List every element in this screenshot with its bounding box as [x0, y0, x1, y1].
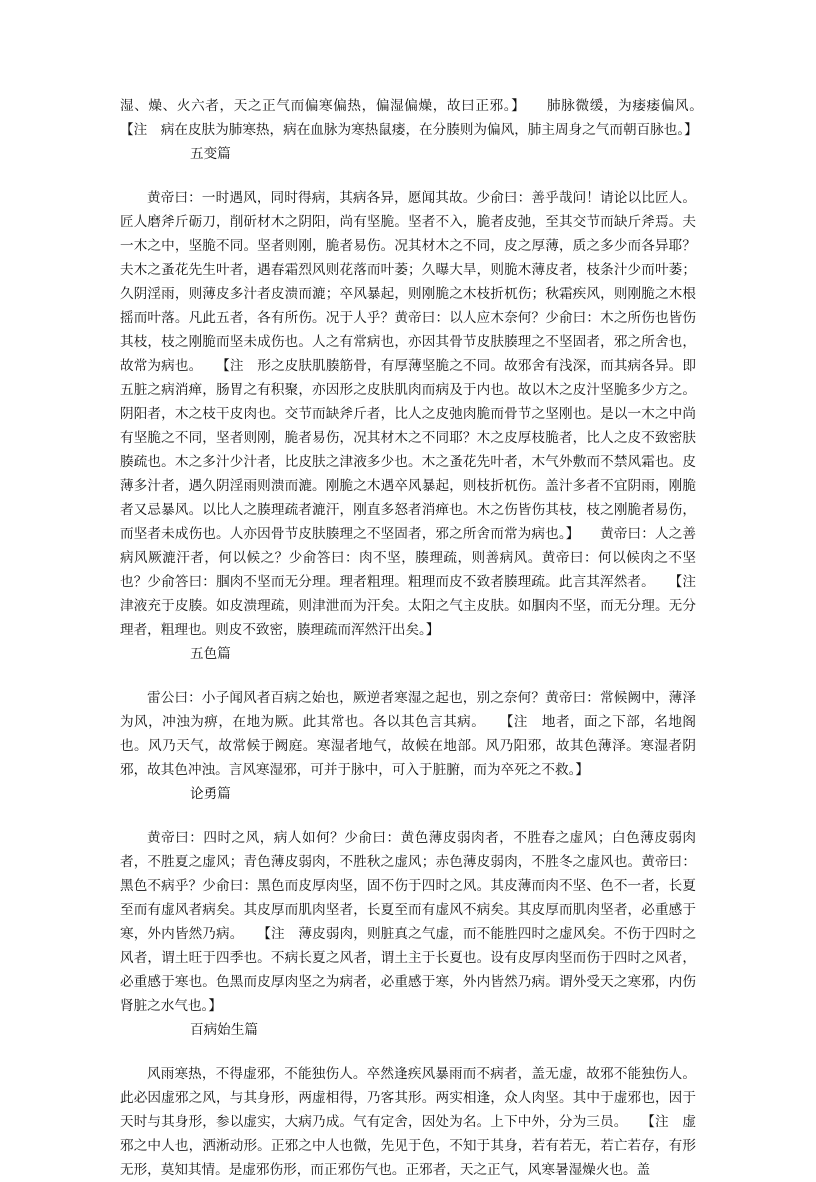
baibing-paragraph: 风雨寒热，不得虚邪，不能独伤人。卒然逢疾风暴雨而不病者，盖无虚，故邪不能独伤人。此必因虚邪之风，与其身形，两虚相得，乃客其形。两实相逢，众人肉坚。其中于虚邪也，因于天时与其身形，参以虚实，大病乃成。气有定舍，因处为名。上下中外，分为三员。 【注 虚邪之中人也，洒淅动形。正邪之中人也微，先见于色，不知于其身，若有若无，若亡若存，有形无形，莫知其情。是虚邪伤形，而正邪伤气也。正邪者，天之正气，风寒暑湿燥火也。盖 — [120, 1066, 696, 1178]
section-title-wubian: 五变篇 — [190, 146, 231, 162]
continued-paragraph: 湿、燥、火六者，天之正气而偏寒偏热，偏湿偏燥，故曰正邪。】 肺脉微缓，为痿痿偏风。 【注 病在皮肤为肺寒热，病在血脉为寒热鼠瘘，在分腠则为偏风，肺主周身之气而朝百脉也。】 — [120, 98, 710, 138]
wuse-paragraph: 雷公曰：小子闻风者百病之始也，厥逆者寒湿之起也，别之奈何？黄帝曰：常候阙中，薄泽为风，冲浊为痹，在地为厥。此其常也。各以其色言其病。 【注 地者，面之下部，名地阁也。风乃天气，故常候于阙庭。寒湿者地气，故候在地部。风乃阳邪，故其色薄泽。寒湿者阴邪，故其色冲浊。言风寒湿邪，可并于脉中，可入于脏腑，而为卒死之不救。】 — [120, 690, 696, 778]
lunyong-paragraph: 黄帝曰：四时之风，病人如何？少俞曰：黄色薄皮弱肉者，不胜春之虚风；白色薄皮弱肉者，不胜夏之虚风；青色薄皮弱肉，不胜秋之虚风；赤色薄皮弱肉，不胜冬之虚风也。黄帝曰：黑色不病乎？少俞曰：黑色而皮厚肉坚，固不伤于四时之风。其皮薄而肉不坚、色不一者，长夏至而有虚风者病矣。其皮厚而肌肉坚者，长夏至而有虚风不病矣。其皮厚而肌肉坚者，必重感于寒，外内皆然乃病。 【注 薄皮弱肉，则脏真之气虚，而不能胜四时之虚风矣。不伤于四时之风者，谓土旺于四季也。不病长夏之风者，谓土主于长夏也。设有皮厚肉坚而伤于四时之风者，必重感于寒也。色黑而皮厚肉坚之为病者，必重感于寒，外内皆然乃病。谓外受天之寒邪，内伤肾脏之水气也。】 — [120, 830, 696, 1014]
section-title-baibing: 百病始生篇 — [190, 1022, 258, 1038]
section-title-wuse: 五色篇 — [190, 646, 231, 662]
wubian-paragraph: 黄帝曰：一时遇风，同时得病，其病各异，愿闻其故。少俞曰：善乎哉问！请论以比匠人。匠人磨斧斤砺刀，削斫材木之阴阳，尚有坚脆。坚者不入，脆者皮弛，至其交节而缺斤斧焉。夫一木之中，坚脆不同。坚者则刚，脆者易伤。况其材木之不同，皮之厚薄，质之多少而各异耶？夫木之蚤花先生叶者，遇春霜烈风则花落而叶萎；久曝大旱，则脆木薄皮者，枝条汁少而叶萎；久阴淫雨，则薄皮多汁者皮溃而漉；卒风暴起，则刚脆之木枝折杌伤；秋霜疾风，则刚脆之木根摇而叶落。凡此五者，各有所伤。况于人乎？黄帝曰：以人应木奈何？少俞曰：木之所伤也皆伤其枝，枝之刚脆而坚未成伤也。人之有常病也，亦因其骨节皮肤腠理之不坚固者，邪之所舍也，故常为病也。 【注 形之皮肤肌腠筋骨，有厚薄坚脆之不同。故邪舍有浅深，而其病各异。即五脏之病消瘅，肠胃之有积聚，亦因形之皮肤肌肉而病及于内也。故以木之皮汁坚脆多少方之。阴阳者，木之枝干皮肉也。交节而缺斧斤者，比人之皮弛肉脆而骨节之坚刚也。是以一木之中尚有坚脆之不同，坚者则刚，脆者易伤，况其材木之不同耶？木之皮厚枝脆者，比人之皮不致密肤腠疏也。木之多汁少汁者，比皮肤之津液多少也。木之蚤花先叶者，木气外敷而不禁风霜也。皮薄多汁者，遇久阴淫雨则溃而漉。刚脆之木遇卒风暴起，则枝折杌伤。盖汁多者不宜阴雨，刚脆者又忌暴风。以比人之腠理疏者漉汗，刚直多怒者消瘅也。木之伤皆伤其枝，枝之刚脆者易伤，而坚者未成伤也。人亦因骨节皮肤腠理之不坚固者，邪之所舍而常为病也。】 黄帝曰：人之善病风厥漉汗者，何以候之？少俞答曰：肉不坚，腠理疏，则善病风。黄帝曰：何以候肉之不坚也？少俞答曰：腘肉不坚而无分理。理者粗理。粗理而皮不致者腠理疏。此言其浑然者。 【注 津液充于皮腠。如皮溃理疏，则津泄而为汗矣。太阳之气主皮肤。如腘肉不坚，而无分理。无分理者，粗理也。则皮不致密，腠理疏而浑然汗出矣。】 — [120, 190, 710, 638]
section-title-lunyong: 论勇篇 — [190, 786, 231, 802]
